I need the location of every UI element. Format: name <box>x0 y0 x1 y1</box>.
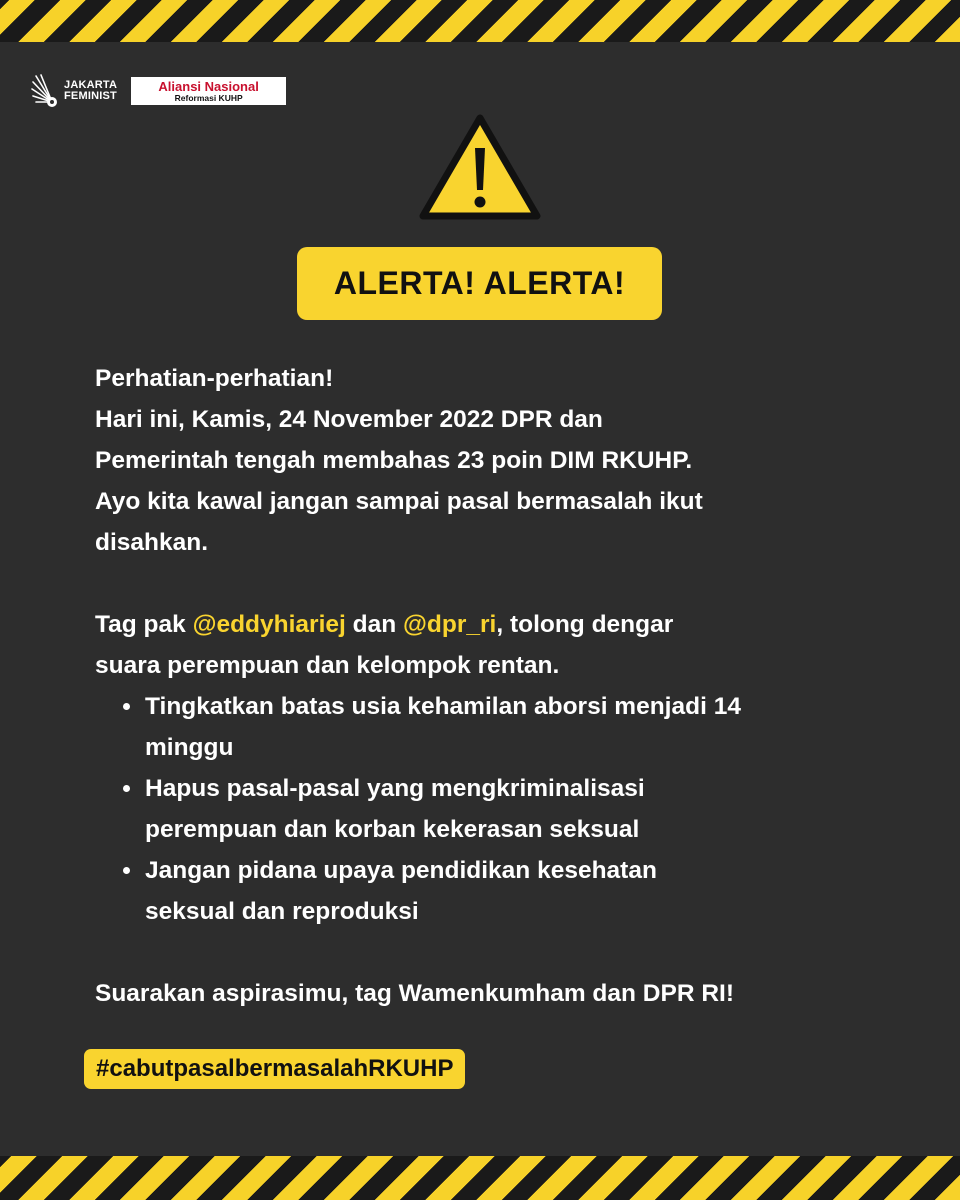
warning-triangle-icon <box>417 112 543 229</box>
tag-middle: dan <box>345 611 403 638</box>
jakarta-feminist-logo <box>30 72 117 110</box>
demand-line: minggu <box>145 734 234 761</box>
list-item <box>95 686 885 768</box>
alert-heading: ALERTA! ALERTA! <box>333 265 626 301</box>
demand-line: Hapus pasal-pasal yang mengkriminalisasi <box>145 775 645 802</box>
intro-line: Perhatian-perhatian! <box>95 365 334 392</box>
tag-line-2: suara perempuan dan kelompok rentan. <box>95 652 560 679</box>
hazard-stripe-top <box>0 0 960 42</box>
message-body <box>95 358 885 1014</box>
intro-line: disahkan. <box>95 529 209 556</box>
plume-icon <box>30 72 60 110</box>
demand-line: Tingkatkan batas usia kehamilan aborsi menjadi 14 <box>145 693 741 720</box>
intro-line: Ayo kita kawal jangan sampai pasal bermasalah ikut <box>95 488 703 515</box>
partner-logos <box>30 72 286 110</box>
tag-prefix: Tag pak <box>95 611 193 638</box>
tag-line <box>95 604 885 645</box>
alert-banner <box>297 247 662 320</box>
tag-suffix: , tolong dengar <box>496 611 674 638</box>
list-item <box>95 850 885 932</box>
demand-line: Jangan pidana upaya pendidikan kesehatan <box>145 857 657 884</box>
intro-line: Pemerintah tengah membahas 23 poin DIM RKUHP. <box>95 447 693 474</box>
mention-dpr-ri[interactable]: @dpr_ri <box>403 611 497 638</box>
demand-line: seksual dan reproduksi <box>145 898 419 925</box>
demand-line: perempuan dan korban kekerasan seksual <box>145 816 640 843</box>
demands-list <box>95 686 885 932</box>
hashtag-text: #cabutpasalbermasalahRKUHP <box>96 1055 454 1082</box>
jf-logo-line1: JAKARTA <box>64 79 118 91</box>
hashtag-badge[interactable] <box>84 1049 465 1089</box>
aliansi-logo-title: Aliansi Nasional <box>158 78 259 94</box>
list-item <box>95 768 885 850</box>
aliansi-nasional-logo <box>131 77 286 105</box>
intro-line: Hari ini, Kamis, 24 November 2022 DPR dan <box>95 406 603 433</box>
mention-eddyhiariej[interactable]: @eddyhiariej <box>192 611 346 638</box>
hazard-stripe-bottom <box>0 1156 960 1200</box>
jf-logo-line2: FEMINIST <box>64 90 117 102</box>
aliansi-logo-subtitle: Reformasi KUHP <box>174 92 243 103</box>
closing-line: Suarakan aspirasimu, tag Wamenkumham dan DPR RI! <box>95 980 734 1007</box>
